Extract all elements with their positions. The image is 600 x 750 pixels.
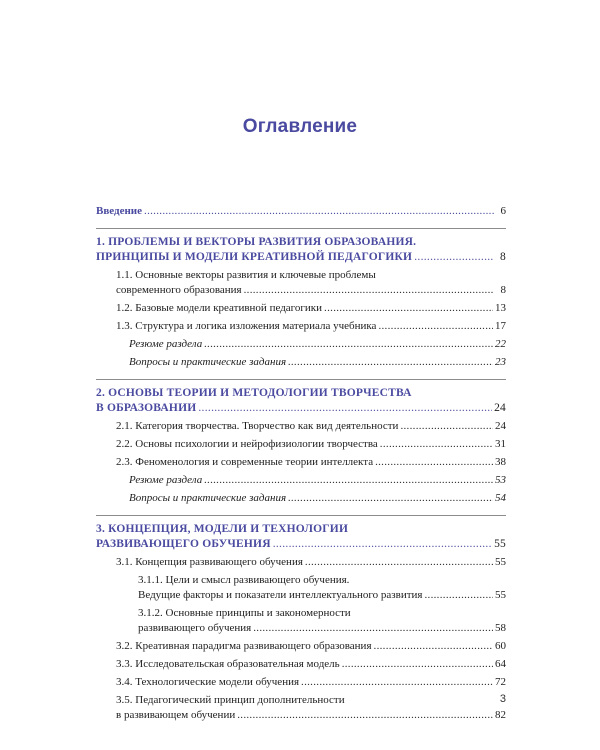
leader-dots — [288, 355, 493, 370]
leader-dots — [288, 491, 493, 506]
toc-entry-section[interactable] — [116, 675, 506, 690]
entry-page: 58 — [495, 622, 506, 634]
leader-dots — [378, 319, 493, 334]
leader-dots — [374, 639, 493, 654]
subsection-title-line: развивающего обучения — [138, 622, 252, 634]
entry-page: 55 — [495, 556, 506, 568]
toc-entry-introduction[interactable] — [96, 204, 506, 219]
entry-title: Резюме раздела — [129, 474, 203, 486]
leader-dots — [198, 401, 492, 416]
toc-entry-section[interactable] — [116, 555, 506, 570]
entry-page: 6 — [500, 205, 506, 217]
section-title-line[interactable]: 1.1. Основные векторы развития и ключевые проблемы — [116, 269, 376, 281]
leader-dots — [342, 657, 493, 672]
section-title-line: в развивающем обучении — [116, 709, 236, 721]
section-title: 1.3. Структура и логика изложения материала учебника — [116, 320, 377, 332]
entry-page: 55 — [494, 538, 506, 550]
toc-entry-section[interactable] — [116, 437, 506, 452]
entry-page: 8 — [500, 284, 506, 296]
section-title: 2.3. Феноменология и современные теории интеллекта — [116, 456, 374, 468]
section-title-line: современного образования — [116, 284, 242, 296]
entry-page: 23 — [495, 356, 506, 368]
section-title: 3.4. Технологические модели обучения — [116, 676, 300, 688]
toc-entry-section[interactable] — [116, 419, 506, 434]
section-title: 1.2. Базовые модели креативной педагогики — [116, 302, 323, 314]
entry-title: Вопросы и практические задания — [129, 492, 287, 504]
chapter-title-line[interactable]: 1. ПРОБЛЕМЫ И ВЕКТОРЫ РАЗВИТИЯ ОБРАЗОВАНИЯ. — [96, 236, 417, 248]
section-title: 3.1. Концепция развивающего обучения — [116, 556, 303, 568]
leader-dots — [380, 437, 493, 452]
section-title: 2.1. Категория творчества. Творчество как вид деятельности — [116, 420, 399, 432]
entry-page: 38 — [495, 456, 506, 468]
chapter-title-line: В ОБРАЗОВАНИИ — [96, 402, 197, 414]
leader-dots — [204, 473, 493, 488]
chapter-title-line: ПРИНЦИПЫ И МОДЕЛИ КРЕАТИВНОЙ ПЕДАГОГИКИ — [96, 251, 413, 263]
divider — [96, 228, 506, 229]
chapter-title-line: РАЗВИВАЮЩЕГО ОБУЧЕНИЯ — [96, 538, 271, 550]
toc-entry-summary[interactable] — [129, 473, 506, 488]
toc-entry-summary[interactable] — [129, 337, 506, 352]
entry-title: Резюме раздела — [129, 338, 203, 350]
leader-dots — [253, 621, 493, 636]
leader-dots — [375, 455, 493, 470]
leader-dots — [414, 250, 494, 265]
divider — [96, 379, 506, 380]
leader-dots — [244, 283, 494, 298]
subsection-title-line[interactable]: 3.1.2. Основные принципы и закономерности — [138, 607, 351, 619]
leader-dots — [301, 675, 493, 690]
entry-page: 55 — [495, 589, 506, 601]
toc-chapter-3 — [96, 522, 506, 723]
entry-page: 60 — [495, 640, 506, 652]
toc-entry-section[interactable] — [116, 283, 506, 298]
toc-chapter-1 — [96, 235, 506, 370]
entry-page: 24 — [495, 420, 506, 432]
section-title: 3.2. Креативная парадигма развивающего образования — [116, 640, 372, 652]
entry-page: 31 — [495, 438, 506, 450]
page-title: Оглавление — [242, 116, 358, 137]
leader-dots — [424, 588, 493, 603]
entry-page: 64 — [495, 658, 506, 670]
section-title: 3.3. Исследовательская образовательная модель — [116, 658, 340, 670]
toc-entry-section[interactable] — [116, 639, 506, 654]
subsection-title-line[interactable]: 3.1.1. Цели и смысл развивающего обучения. — [138, 574, 350, 586]
divider — [96, 515, 506, 516]
entry-page: 54 — [495, 492, 506, 504]
leader-dots — [273, 537, 492, 552]
entry-page: 82 — [495, 709, 506, 721]
leader-dots — [324, 301, 493, 316]
toc-entry-section[interactable] — [116, 657, 506, 672]
section-title-line[interactable]: 3.5. Педагогический принцип дополнительности — [116, 694, 345, 706]
toc-entry-chapter[interactable] — [96, 537, 506, 552]
leader-dots — [305, 555, 493, 570]
toc-entry-subsection[interactable] — [138, 621, 506, 636]
section-title: 2.2. Основы психологии и нейрофизиологии творчества — [116, 438, 378, 450]
toc-entry-section[interactable] — [116, 455, 506, 470]
entry-title: Введение — [96, 205, 143, 217]
entry-page: 17 — [495, 320, 506, 332]
toc-entry-section[interactable] — [116, 708, 506, 723]
entry-page: 13 — [495, 302, 506, 314]
leader-dots — [144, 204, 494, 219]
leader-dots — [400, 419, 493, 434]
toc-entry-chapter[interactable] — [96, 250, 506, 265]
table-of-contents — [96, 204, 506, 723]
chapter-title-line[interactable]: 3. КОНЦЕПЦИЯ, МОДЕЛИ И ТЕХНОЛОГИИ — [96, 523, 349, 535]
leader-dots — [204, 337, 493, 352]
entry-page: 72 — [495, 676, 506, 688]
chapter-title-line[interactable]: 2. ОСНОВЫ ТЕОРИИ И МЕТОДОЛОГИИ ТВОРЧЕСТВА — [96, 387, 412, 399]
leader-dots — [237, 708, 493, 723]
entry-page: 53 — [495, 474, 506, 486]
page-number: 3 — [499, 693, 506, 705]
entry-page: 22 — [495, 338, 506, 350]
toc-entry-section[interactable] — [116, 319, 506, 334]
toc-entry-questions[interactable] — [129, 355, 506, 370]
entry-page: 8 — [500, 251, 506, 263]
toc-entry-questions[interactable] — [129, 491, 506, 506]
toc-chapter-2 — [96, 386, 506, 506]
toc-entry-subsection[interactable] — [138, 588, 506, 603]
toc-entry-chapter[interactable] — [96, 401, 506, 416]
entry-page: 24 — [494, 402, 506, 414]
subsection-title-line: Ведущие факторы и показатели интеллектуального развития — [138, 589, 423, 601]
toc-entry-section[interactable] — [116, 301, 506, 316]
entry-title: Вопросы и практические задания — [129, 356, 287, 368]
